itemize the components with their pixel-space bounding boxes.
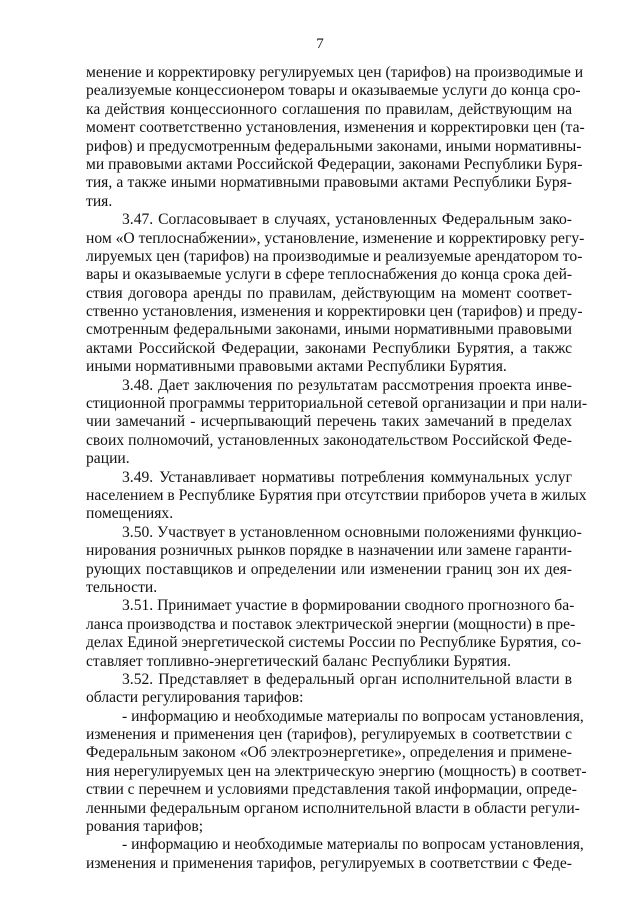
text-line: ставляет топливно-энергетический баланс Республики Бурятия. [86, 652, 511, 670]
text-line: ленными федеральным органом исполнительной власти в области регули- [86, 799, 580, 817]
text-line: ланса производства и поставок электрической энергии (мощности) в пре- [86, 615, 576, 633]
text-line: реализуемые концессионером товары и оказываемые услуги до конца сро- [86, 82, 581, 100]
text-line: менение и корректировку регулируемых цен (тарифов) на производимые и [86, 64, 584, 81]
text-line: изменения и применения тарифов, регулируемых в соответствии с Феде- [86, 854, 572, 872]
text-line: смотренным федеральными законами, иными нормативными правовыми [86, 321, 572, 339]
text-line: рования тарифов; [86, 818, 204, 836]
text-line: ном «О теплоснабжении», установление, изменение и корректировку регу- [86, 229, 585, 247]
text-line: иными нормативными правовыми актами Республики Бурятия. [86, 358, 507, 376]
text-line: помещениях. [86, 505, 174, 523]
text-line: тельности. [86, 578, 158, 596]
text-line: ствии с перечнем и условиями представления такой информации, опреде- [86, 781, 577, 799]
text-line: области регулирования тарифов: [86, 689, 304, 707]
text-line: своих полномочий, установленных законодательством Российской Феде- [86, 431, 572, 449]
text-line: - информацию и необходимые материалы по вопросам установления, [122, 707, 584, 725]
document-body [86, 64, 588, 873]
text-line: лируемых цен (тарифов) на производимые и реализуемые арендатором то- [86, 247, 583, 265]
text-line: ка действия концессионного соглашения по правилам, действующим на [86, 100, 572, 118]
text-line: тия. [86, 192, 113, 210]
text-line: ственно установления, изменения и корректировки цен (тарифов) и преду- [86, 303, 583, 321]
text-line: - информацию и необходимые материалы по вопросам установления, [122, 836, 584, 854]
text-line: рующих поставщиков и определении или изменении границ зон их дея- [86, 560, 572, 578]
text-line: актами Российской Федерации, законами Республики Бурятия, а такжс [86, 339, 572, 357]
text-line: вары и оказываемые услуги в сфере теплоснабжения до конца срока дей- [86, 266, 573, 284]
text-line: ствия договора аренды по правилам, действующим на момент соответ- [86, 284, 572, 302]
text-line: чии замечаний - исчерпывающий перечень таких замечаний в пределах [86, 413, 572, 431]
page-number: 7 [316, 36, 324, 52]
text-line: 3.50. Участвует в установленном основными положениями функцио- [122, 523, 582, 541]
text-line: 3.47. Согласовывает в случаях, установленных Федеральным зако- [122, 211, 572, 229]
text-line: Федеральным законом «Об электроэнергетике», определения и примене- [86, 744, 572, 762]
text-line: 3.51. Принимает участие в формировании сводного прогнозного ба- [122, 597, 575, 615]
text-line: нирования розничных рынков порядке в назначении или замене гаранти- [86, 542, 572, 560]
text-line: ми правовыми актами Российской Федерации, законами Республики Буря- [86, 155, 583, 173]
text-line: делах Единой энергетической системы России по Республике Бурятия, со- [86, 634, 582, 652]
text-line: населением в Республике Бурятия при отсутствии приборов учета в жилых [86, 486, 587, 504]
text-line: 3.49. Устанавливает нормативы потребления коммунальных услуг [122, 468, 572, 486]
text-line: 3.48. Дает заключения по результатам рассмотрения проекта инве- [122, 376, 572, 394]
text-line: рифов) и предусмотренным федеральными законами, иными нормативны- [86, 137, 582, 155]
text-line: ния нерегулируемых цен на электрическую энергию (мощность) в соответ- [86, 762, 587, 780]
text-line: тия, а также иными нормативными правовыми актами Республики Буря- [86, 174, 572, 192]
text-line: рации. [86, 450, 130, 468]
text-line: 3.52. Представляет в федеральный орган исполнительной власти в [122, 670, 572, 688]
text-line: стиционной программы территориальной сетевой организации и при нали- [86, 395, 588, 413]
text-line: изменения и применения цен (тарифов), регулируемых в соответствии с [86, 726, 572, 744]
text-line: момент соответственно установления, изменения и корректировки цен (та- [86, 119, 585, 137]
